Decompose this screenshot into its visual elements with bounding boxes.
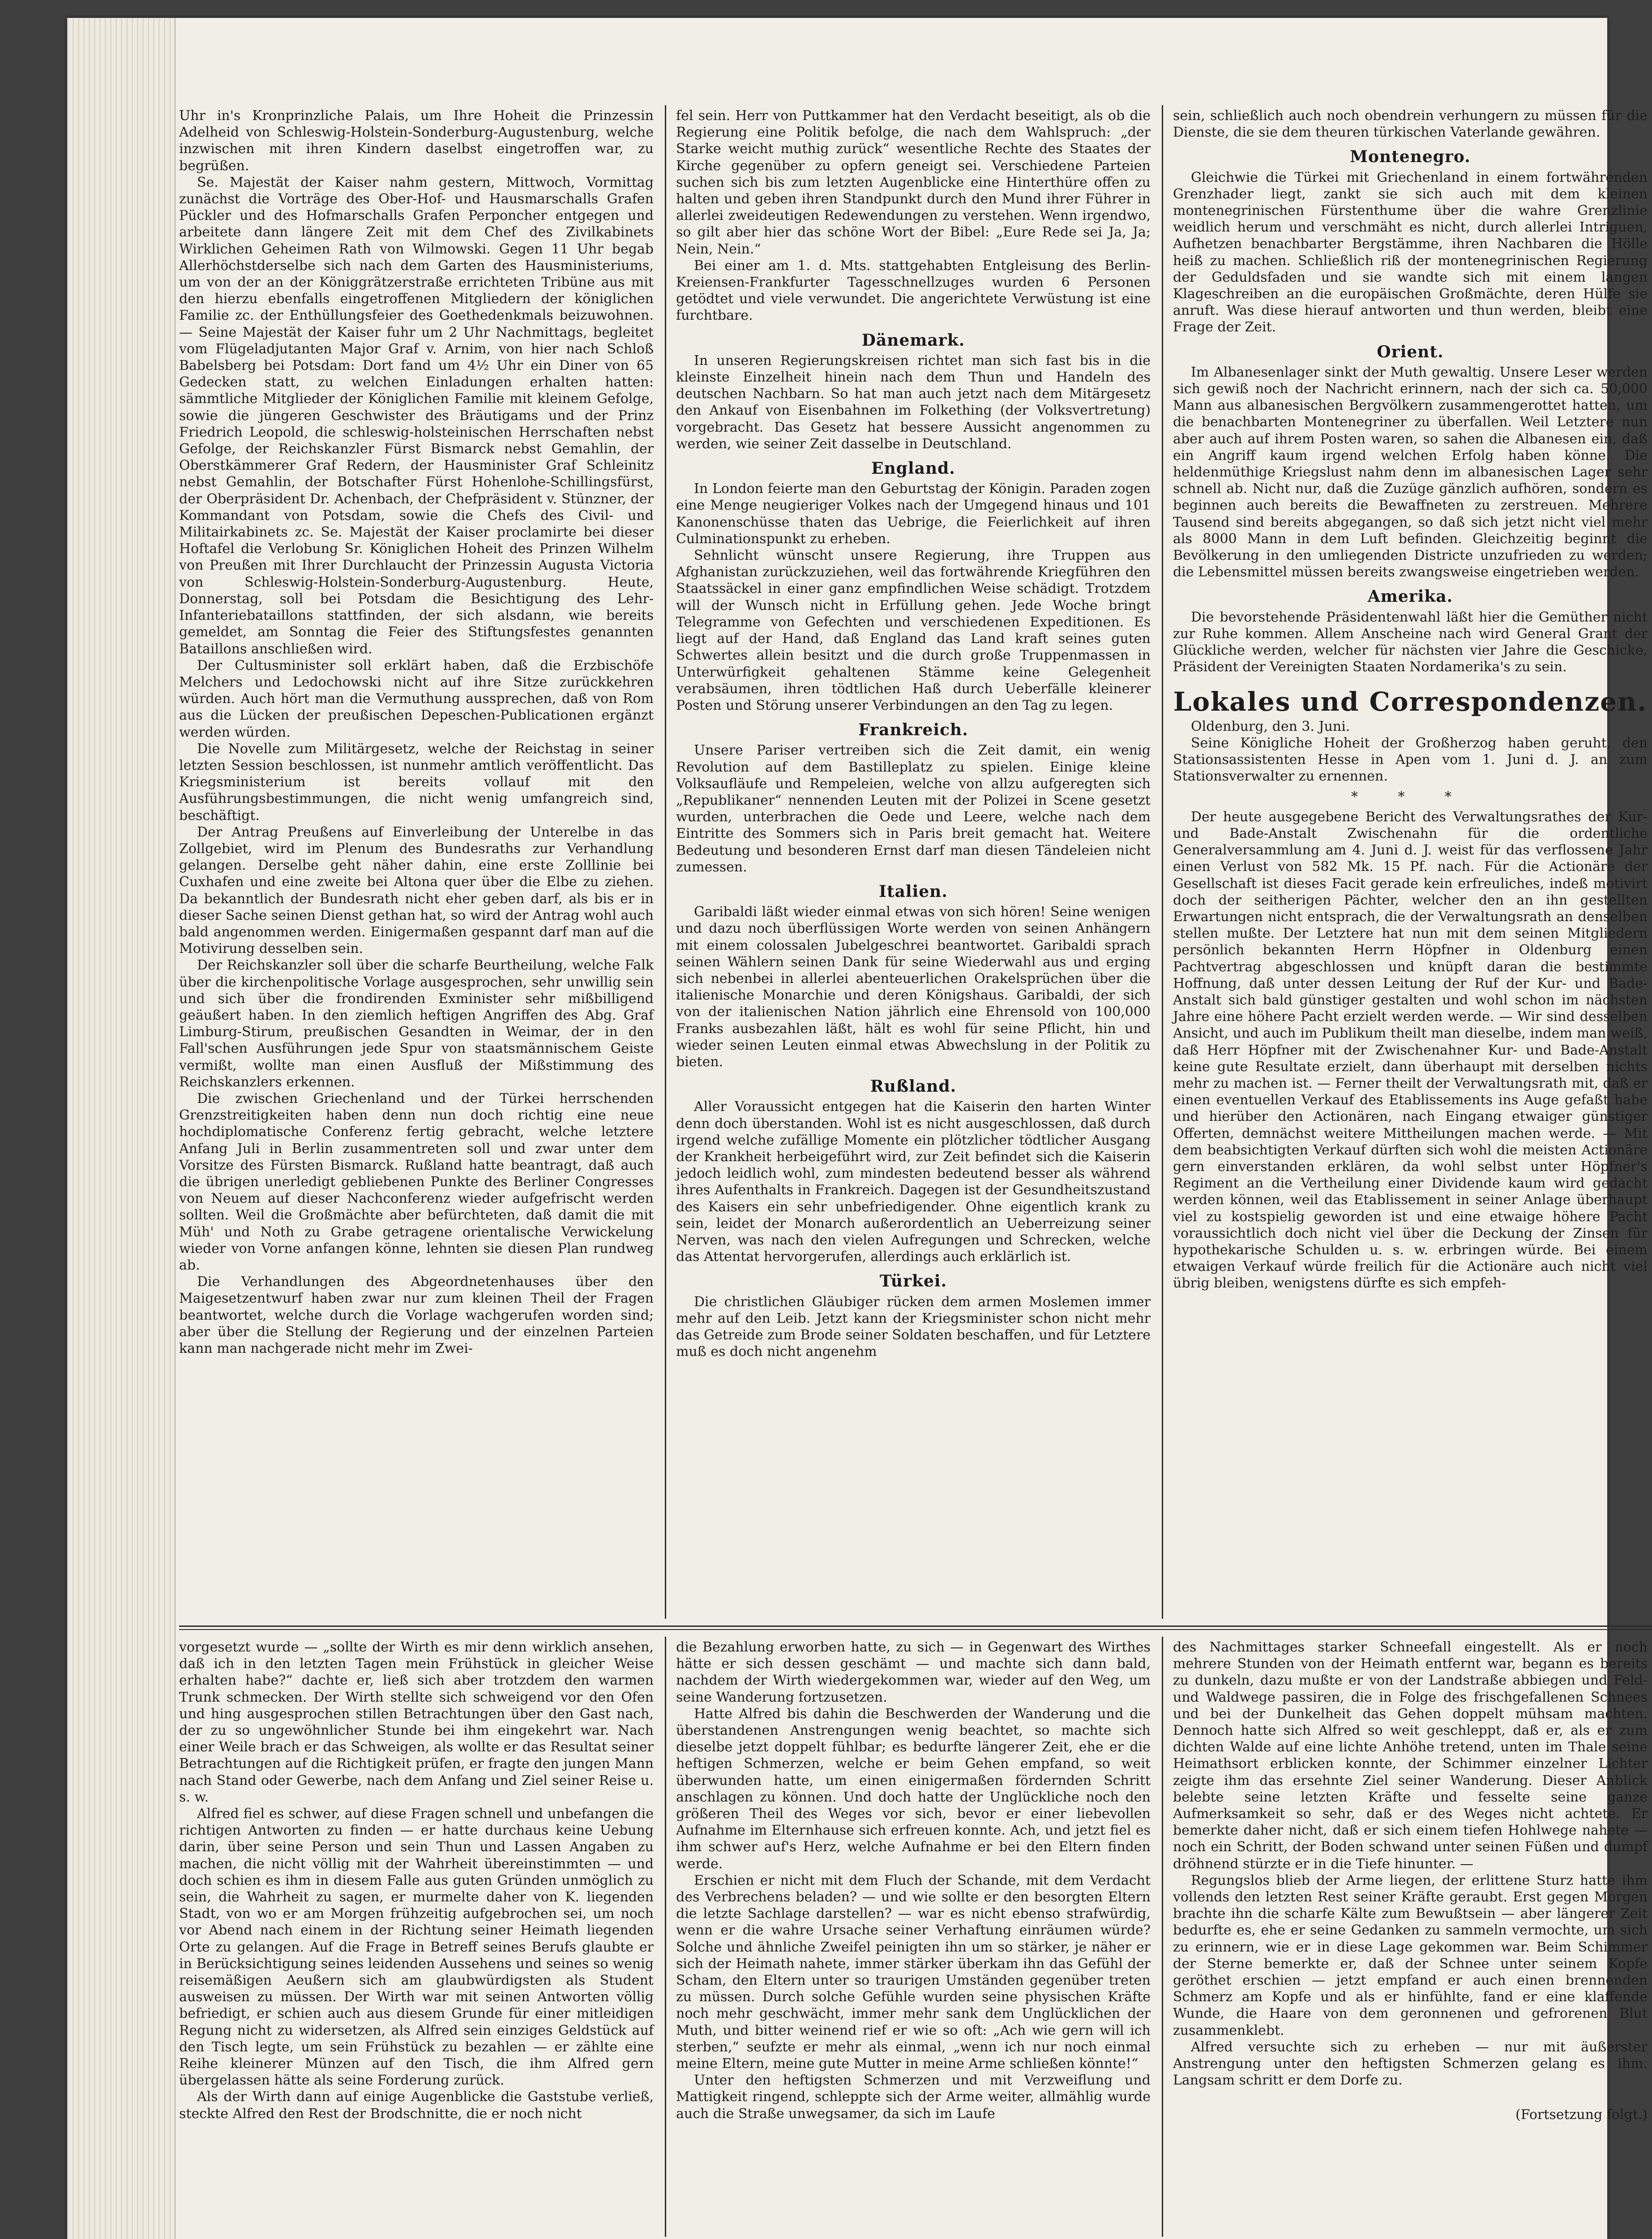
section-heading: Türkei. [879,1272,947,1291]
paragraph: Im Albanesenlager sinkt der Muth gewaltig. Unsere Leser werden sich gewiß noch der Nachricht erinnern, nach der sich ca. 50,000 Mann aus albanesischen Bergvölkern zusammengerottet hatten, um die benachbarten Montenegriner zu überfallen. Weil Letztere nun aber auch auf ihrem Posten waren, so sahen die Albanesen ein, daß ein Angriff kaum irgend welchen Erfolg haben könne. Die heldenmüthige Kriegslust nahm denn im albanesischen Lager sehr schnell ab. Nicht nur, daß die Zuzüge gänzlich aufhören, sondern es beginnen auch bereits die Bewaffneten zu zerstreuen. Mehrere Tausend sind bereits abgegangen, so daß sich jetzt nicht viel mehr als 8000 Mann in dem Luft befinden. Gleichzeitig beginnt die Bevölkerung in den umliegenden Districte unzufrieden zu werden; die Lebensmittel müssen bereits zwangsweise eingetrieben werden. [1173,364,1648,580]
section-heading: Amerika. [1367,587,1453,606]
paragraph: Hatte Alfred bis dahin die Beschwerden der Wanderung und die überstandenen Anstrengungen wenig beachtet, so machte sich dieselbe jetzt doppelt fühlbar; es bedurfte längerer Zeit, ehe er die heftigen Schmerzen, welche er beim Gehen empfand, so weit überwunden hatte, um einen einigermaßen fördernden Schritt anschlagen zu können. Und doch hatte der Unglückliche noch den größeren Theil des Weges vor sich, bevor er einer liebevollen Aufnahme im Elternhause sich erfreuen konnte. Ach, und jetzt fiel es ihm schwer auf's Herz, welche Aufnahme er bei den Eltern finden werde. [676,1706,1151,1872]
paragraph: Der Antrag Preußens auf Einverleibung der Unterelbe in das Zollgebiet, wird im Plenum des Bundesraths zur Verhandlung gelangen. Derselbe geht näher dahin, eine erste Zolllinie bei Cuxhafen und eine zweite bei Altona quer über die Elbe zu ziehen. Da bekanntlich der Bundesrath nicht eher geben darf, als bis er in dieser Sache seinen Dienst gethan hat, so wird der Antrag wohl auch bald angenommen werden. Einigermaßen gespannt darf man auf die Motivirung desselben sein. [179,824,654,957]
paragraph: Die zwischen Griechenland und der Türkei herrschenden Grenzstreitigkeiten haben denn nun doch richtig eine neue hochdiplomatische Conferenz fertig gebracht, welche letztere Anfang Juli in Berlin zusammentreten soll und zwar unter dem Vorsitze des Fürsten Bismarck. Rußland hatte beantragt, daß auch die übrigen unerledigt gebliebenen Punkte des Berliner Congresses von Neuem auf dieser Nachconferenz wieder aufgefrischt werden sollten. Weil die Großmächte aber befürchteten, daß damit die mit Müh' und Noth zu Grabe getragene orientalische Verwickelung wieder von Vorne anfangen könne, lehnten sie diesen Plan rundweg ab. [179,1090,654,1274]
binding-edge [67,18,175,2239]
section-heading: Orient. [1377,342,1444,361]
section-heading: England. [871,459,955,478]
paragraph: Garibaldi läßt wieder einmal etwas von sich hören! Seine wenigen und dazu noch überflüssigen Worte werden von seinen Anhängern mit einem colossalen Jubelgeschrei beantwortet. Garibaldi sprach seinen Wählern seinen Dank für seine Wiederwahl aus und erging sich nebenbei in allerlei abenteuerlichen Orakelsprüchen über die italienische Monarchie und deren Königshaus. Garibaldi, der sich von der italienischen Nation jährlich eine Ehrensold von 100,000 Franks ausbezahlen läßt, hält es wohl für seine Pflicht, hin und wieder seinen Leuten einmal etwas Abwechslung in der Politik zu bieten. [676,904,1151,1070]
paragraph: Sehnlicht wünscht unsere Regierung, ihre Truppen aus Afghanistan zurückzuziehen, weil das fortwährende Kriegführen den Staatssäckel in einer ganz empfindlichen Weise schädigt. Trotzdem will der Wunsch nicht in Erfüllung gehen. Jede Woche bringt Telegramme von Gefechten und verschiedenen Expeditionen. Es liegt auf der Hand, daß England das Land kraft seines guten Schwertes allein besitzt und die durch große Truppenmassen in Unterwürfigkeit gehaltenen Stämme keine Gelegenheit verabsäumen, ihren tödtlichen Haß durch Ueberfälle kleinerer Posten und Störung unserer Verbindungen an den Tag zu legen. [676,548,1151,713]
paragraph: Der Reichskanzler soll über die scharfe Beurtheilung, welche Falk über die kirchenpolitische Vorlage ausgesprochen, sehr unwillig sein und sich über die frondirenden Exminister sehr mißbilligend geäußert haben. In den ziemlich heftigen Angriffen des Abg. Graf Limburg-Stirum, preußischen Gesandten in Weimar, der in den Fall'schen Ausführungen jede Spur von staatsmännischem Geiste vermißt, wollte man einen Ausfluß der Mißstimmung des Reichskanzlers erkennen. [179,957,654,1090]
paragraph: sein, schließlich auch noch obendrein verhungern zu müssen für die Dienste, die sie dem theuren türkischen Vaterlande gewähren. [1173,108,1648,141]
paragraph: Der heute ausgegebene Bericht des Verwaltungsrathes der Kur- und Bade-Anstalt Zwischenahn für die ordentliche Generalversammlung am 4. Juni d. J. weist für das verflossene Jahr einen Verlust von 582 Mk. 15 Pf. nach. Für die Actionäre der Gesellschaft ist dieses Facit gerade kein erfreuliches, indeß motivirt doch der seitherigen Pächter, welcher den an ihn gestellten Erwartungen nicht entsprach, die der Verwaltungsrath an denselben stellen mußte. Der Letztere hat nun mit dem seinen Mitgliedern persönlich bekannten Herrn Höpfner in Oldenburg einen Pachtvertrag abgeschlossen und knüpft daran die bestimmte Hoffnung, daß unter dessen Leitung der Ruf der Kur- und Bade-Anstalt sich bald günstiger gestalten und wohl schon im nächsten Jahre eine höhere Pacht erzielt werden werde. — Wir sind desselben Ansicht, und auch im Publikum theilt man dieselbe, indem man weiß, daß Herr Höpfner mit der Zwischenahner Kur- und Bade-Anstalt keine gute Resultate erzielt, dann überhaupt mit derselben nichts mehr zu machen ist. — Ferner theilt der Verwaltungsrath mit, daß er einen eventuellen Verkauf des Etablissements ins Auge gefaßt habe und hierüber den Actionären, nach Eingang etwaiger günstiger Offerten, demnächst weitere Mittheilungen machen werde. — Mit dem beabsichtigten Verkauf dürften sich wohl die meisten Actionäre gern einverstanden erklären, da wohl selbst unter Höpfner's Regiment an die Vertheilung einer Dividende kaum wird gedacht werden können, weil das Etablissement in seiner Anlage überhaupt viel zu kostspielig geworden ist und eine etwaige höhere Pacht voraussichtlich doch nicht viel über die Deckung der Zinsen für hypothekarische Schulden u. s. w. erbringen würde. Bei einem etwaigen Verkauf würde freilich für die Actionäre auch nicht viel übrig bleiben, wenigstens dürfte es sich empfeh- [1173,809,1648,1291]
paragraph: Die Novelle zum Militärgesetz, welche der Reichstag in seiner letzten Session beschlossen, ist nunmehr amtlich veröffentlicht. Das Kriegsministerium ist bereits vollauf mit den Ausführungsbestimmungen, die nicht wenig umfangreich sind, beschäftigt. [179,741,654,824]
bottom-column-1 [179,1639,654,2235]
column-rule [1162,1637,1163,2237]
top-column-3 [1173,107,1648,1617]
column-rule [665,105,666,1619]
paragraph: Se. Majestät der Kaiser nahm gestern, Mittwoch, Vormittag zunächst die Vorträge des Ober-Hof- und Hausmarschalls Grafen Pückler und des Hofmarschalls Grafen Perponcher entgegen und arbeitete dann längere Zeit mit dem Chef des Zivilkabinets Wirklichen Geheimen Rath von Wilmowski. Gegen 11 Uhr begab Allerhöchstderselbe sich nach dem Garten des Hausministeriums, um von der an der Königgrätzerstraße errichteten Tribüne aus mit den hierzu ebenfalls eingetroffenen Mitgliedern der königlichen Familie zc. der Enthüllungsfeier des Goethedenkmals beizuwohnen. — Seine Majestät der Kaiser fuhr um 2 Uhr Nachmittags, begleitet vom Flügeladjutanten Major Graf v. Arnim, von hier nach Schloß Babelsberg bei Potsdam: Dort fand um 4½ Uhr ein Diner von 65 Gedecken statt, zu welchen Einladungen erhalten hatten: sämmtliche Mitglieder der Königlichen Familie mit kleinem Gefolge, sowie die jüngeren Geschwister des Bräutigams und der Prinz Friedrich Leopold, die schleswig-holsteinischen Herrschaften nebst Gefolge, der Reichskanzler Fürst Bismarck nebst Gemahlin, der Oberstkämmerer Graf Redern, der Hausminister Graf Schleinitz nebst Gemahlin, der Botschafter Fürst Hohenlohe-Schillingsfürst, der Oberpräsident Dr. Achenbach, der Chefpräsident v. Stünzner, der Kommandant von Potsdam, sowie die Chefs des Civil- und Militairkabinets zc. Se. Majestät der Kaiser proclamirte bei dieser Hoftafel die Verlobung Sr. Königlichen Hoheit des Prinzen Wilhelm von Preußen mit Ihrer Durchlaucht der Prinzessin Augusta Victoria von Schleswig-Holstein-Sonderburg-Augustenburg. Heute, Donnerstag, soll bei Potsdam die Besichtigung des Lehr-Infanteriebataillons stattfinden, der sich alsdann, wie bereits gemeldet, am Sonntag die Feier des Stiftungsfestes genannten Bataillons anschließen wird. [179,174,654,657]
paragraph: Uhr in's Kronprinzliche Palais, um Ihre Hoheit die Prinzessin Adelheid von Schleswig-Holstein-Sonderburg-Augustenburg, welche inzwischen mit ihren Kindern daselbst eingetroffen war, zu begrüßen. [179,108,654,174]
paragraph: In unseren Regierungskreisen richtet man sich fast bis in die kleinste Einzelheit hinein nach dem Thun und Handeln des deutschen Nachbarn. So hat man auch jetzt nach dem Mitärgesetz den Ankauf von Eisenbahnen im Folkething (der Volksvertretung) vorgebracht. Das Gesetz hat bessere Aussicht angenommen zu werden, wie seiner Zeit dasselbe in Deutschland. [676,352,1151,452]
paragraph: vorgesetzt wurde — „sollte der Wirth es mir denn wirklich ansehen, daß ich in den letzten Tagen mein Frühstück in gleicher Weise erhalten habe?“ dachte er, ließ sich aber trotzdem den warmen Trunk schmecken. Der Wirth stellte sich schweigend vor den Ofen und hing ausgesprochen stillen Betrachtungen über den Gast nach, der zu so ungewöhnlicher Stunde bei ihm eingekehrt war. Nach einer Weile brach er das Schweigen, als wollte er das Resultat seiner Betrachtungen auf die Richtigkeit prüfen, er fragte den jungen Mann nach Stand oder Gewerbe, nach dem Anfang und Ziel seiner Reise u. s. w. [179,1639,654,1805]
section-heading: Dänemark. [861,330,965,350]
feuilleton-rule-2 [179,1629,1652,1630]
paragraph: Oldenburg, den 3. Juni. [1191,718,1350,734]
bottom-column-2 [676,1639,1151,2235]
paragraph: Die Verhandlungen des Abgeordnetenhauses über den Maigesetzentwurf haben zwar nur zum kleinen Theil der Fragen beantwortet, welche durch die Vorlage wachgerufen worden sind; aber über die Stellung der Regierung und der einzelnen Parteien kann man nachgerade nicht mehr im Zwei- [179,1274,654,1357]
paragraph: Unsere Pariser vertreiben sich die Zeit damit, ein wenig Revolution auf dem Bastilleplatz zu spielen. Einige kleine Volksaufläufe und Rempeleien, welche von allzu aufgeregten sich „Republikaner“ nennenden Leuten mit der Polizei in Scene gesetzt wurden, unterbrachen die Oede und Leere, welche nach dem Eintritte des Sommers sich in Paris breit gemacht hat. Weitere Bedeutung und besonderen Ernst darf man diesen Tändeleien nicht zumessen. [676,742,1151,875]
top-column-1 [179,107,654,1617]
paragraph: Unter den heftigsten Schmerzen und mit Verzweiflung und Mattigkeit ringend, schleppte sich der Arme weiter, allmählig wurde auch die Straße unwegsamer, da sich im Laufe [676,2072,1151,2122]
paragraph: Alfred versuchte sich zu erheben — nur mit äußerster Anstrengung unter den heftigsten Schmerzen gelang es ihm. Langsam schritt er dem Dorfe zu. [1173,2039,1648,2089]
section-heading: Montenegro. [1350,147,1471,167]
paragraph: Erschien er nicht mit dem Fluch der Schande, mit dem Verdacht des Verbrechens beladen? — und wie sollte er den besorgten Eltern die letzte Sachlage darstellen? — war es nicht ebenso strafwürdig, wenn er die wahre Ursache seiner Verhaftung einräumen würde? Solche und ähnliche Zweifel peinigten ihn um so stärker, je näher er sich der Heimath nahete, immer stärker überkam ihn das Gefühl der Scham, den Eltern unter so traurigen Umständen gegenüber treten zu müssen. Durch solche Gefühle wurden seine physischen Kräfte noch mehr geschwächt, immer mehr sank dem Unglücklichen der Muth, und bitter weinend rief er wie so oft: „Ach wie gern will ich sterben,“ seufzte er mehr als einmal, „wenn ich nur noch einmal meine Eltern, meine gute Mutter in meine Arme schließen könnte!“ [676,1872,1151,2072]
bottom-column-3 [1173,1639,1648,2235]
separator-stars: * * * [1351,789,1470,805]
section-heading: Rußland. [870,1077,957,1096]
paragraph: Regungslos blieb der Arme liegen, der erlittene Sturz hatte ihm vollends den letzten Rest seiner Kräfte geraubt. Erst gegen Morgen brachte ihn die scharfe Kälte zum Bewußtsein — aber längerer Zeit bedurfte es, ehe er seine Gedanken zu sammeln vermochte, um sich zu erinnern, wie er in diese Lage gekommen war. Beim Schimmer der Sterne bemerkte er, daß der Schnee unter seinem Kopfe geröthet erschien — jetzt empfand er auch einen brennenden Schmerz am Kopfe und als er hinfühlte, fand er eine klaffende Wunde, die Haare von dem geronnenen und gefrorenen Blut zusammenklebt. [1173,1872,1648,2038]
feuilleton-rule [179,1626,1652,1627]
section-heading: Italien. [879,882,948,901]
paragraph: des Nachmittages starker Schneefall eingestellt. Als er noch mehrere Stunden von der Heimath entfernt war, begann es bereits zu dunkeln, dazu mußte er von der Landstraße abbiegen und Feld- und Waldwege passiren, die in Folge des frischgefallenen Schnees und bei der Dunkelheit das Gehen doppelt mühsam machten. Dennoch hatte sich Alfred so weit geschleppt, daß er, als er zum dichten Walde auf eine lichte Anhöhe tretend, unten im Thale seine Heimathsort erblicken konnte, der Schimmer einzelner Lichter zeigte ihm das ersehnte Ziel seiner Wanderung. Dieser Anblick belebte seine letzten Kräfte und fesselte seine ganze Aufmerksamkeit so sehr, daß er des Weges nicht achtete. Er bemerkte daher nicht, daß er sich einem tiefen Hohlwege nahete — noch ein Schritt, der Boden schwand unter seinen Füßen und dumpf dröhnend stürzte er in die Tiefe hinunter. — [1173,1639,1648,1872]
paragraph: Die christlichen Gläubiger rücken dem armen Moslemen immer mehr auf den Leib. Jetzt kann der Kriegsminister schon nicht mehr das Getreide zum Brode seiner Soldaten beschaffen, und für Letztere muß es doch nicht angenehm [676,1294,1151,1360]
paragraph: Seine Königliche Hoheit der Großherzog haben geruht, den Stationsassistenten Hesse in Apen vom 1. Juni d. J. an zum Stationsverwalter zu ernennen. [1173,735,1648,785]
paragraph: die Bezahlung erworben hatte, zu sich — in Gegenwart des Wirthes hätte er sich dessen geschämt — und machte sich dann bald, nachdem der Wirth wiedergekommen war, wieder auf den Weg, um seine Wanderung fortzusetzen. [676,1639,1151,1705]
paragraph: In London feierte man den Geburtstag der Königin. Paraden zogen eine Menge neugieriger Volkes nach der Umgegend hinaus und 101 Kanonenschüsse thaten das Uebrige, die Feierlichkeit auf ihren Culminationspunkt zu erheben. [676,481,1151,547]
paragraph: Aller Voraussicht entgegen hat die Kaiserin den harten Winter denn doch überstanden. Wohl ist es nicht ausgeschlossen, daß durch irgend welche zufällige Momente ein plötzlicher tödtlicher Ausgang der Krankheit herbeigeführt wird, zur Zeit befindet sich die Kaiserin jedoch leidlich wohl, zum mindesten bedeutend besser als während ihres Aufenthalts in Frankreich. Dagegen ist der Gesundheitszustand des Kaisers ein sehr unbefriedigender. Ohne eigentlich krank zu sein, leidet der Monarch außerordentlich an Ueberreizung seiner Nerven, was nach den vielen Aufregungen und Schrecken, welche das Attentat hervorgerufen, allerdings auch erklärlich ist. [676,1099,1151,1265]
paragraph: Bei einer am 1. d. Mts. stattgehabten Entgleisung des Berlin-Kreiensen-Frankfurter Tagesschnellzuges wurden 6 Personen getödtet und viele verwundet. Die angerichtete Verwüstung ist eine furchtbare. [676,257,1151,324]
continuation-note: (Fortsetzung folgt.) [1515,2107,1648,2123]
paragraph: Der Cultusminister soll erklärt haben, daß die Erzbischöfe Melchers und Ledochowski nicht auf ihre Sitze zurückkehren würden. Auch hört man die Vermuthung aussprechen, daß von Rom aus die Lücken der preußischen Depeschen-Publicationen ergänzt werden würden. [179,657,654,740]
paragraph: Alfred fiel es schwer, auf diese Fragen schnell und unbefangen die richtigen Antworten zu finden — er hatte durchaus keine Uebung darin, über seine Person und sein Thun und Lassen Angaben zu machen, die nicht völlig mit der Wahrheit übereinstimmten — und doch schien es ihm in diesem Falle aus guten Gründen unmöglich zu sein, die Wahrheit zu sagen, er murmelte daher von K. liegenden Stadt, von wo er am Morgen frühzeitig aufgebrochen sei, um noch vor Abend nach einem in der Richtung seiner Heimath liegenden Orte zu gelangen. Auf die Frage in Betreff seines Berufs glaubte er in Berücksichtigung seines leidenden Aussehens und seines so wenig reisemäßigen Aeußern sich am glaubwürdigsten als Student ausweisen zu müssen. Der Wirth war mit seinen Antworten völlig befriedigt, er schien auch aus diesem Grunde für einer mitleidigen Regung nicht zu widersetzen, als Alfred sein einziges Geldstück auf den Tisch legte, um sein Frühstück zu bezahlen — er zählte eine Reihe kleinerer Münzen auf den Tisch, die ihm Alfred gern übergelassen hätte als seine Forderung zurück. [179,1806,654,2089]
paragraph: fel sein. Herr von Puttkammer hat den Verdacht beseitigt, als ob die Regierung eine Politik befolge, die nach dem Wahlspruch: „der Starke weicht muthig zurück“ wesentliche Rechte des Staates der Kirche gegenüber zu opfern geneigt sei. Verschiedene Parteien suchen sich bis zum letzten Augenblicke eine Hinterthüre offen zu halten und geben ihren Standpunkt durch den Mund ihrer Führer in allerlei zweideutigen Redewendungen zu verstehen. Wenn irgendwo, so gilt aber hier das schöne Wort der Bibel: „Eure Rede sei Ja, Ja; Nein, Nein.“ [676,108,1151,257]
paragraph: Die bevorstehende Präsidentenwahl läßt hier die Gemüther nicht zur Ruhe kommen. Allem Anscheine nach wird General Grant der Glückliche werden, welcher für nächsten vier Jahre die Geschicke, Präsident der Vereinigten Staaten Nordamerika's zu sein. [1173,609,1648,675]
top-column-2 [676,107,1151,1617]
column-rule [1162,105,1163,1619]
newspaper-page [67,18,1648,2239]
section-heading: Frankreich. [858,721,968,740]
section-title: Lokales und Correspondenzen. [1173,686,1648,717]
column-rule [665,1637,666,2237]
paragraph: Als der Wirth dann auf einige Augenblicke die Gaststube verließ, steckte Alfred den Rest der Brodschnitte, die er noch nicht [179,2089,654,2122]
paragraph: Gleichwie die Türkei mit Griechenland in einem fortwährenden Grenzhader liegt, zankt sie sich auch mit dem kleinen montenegrinischen Fürstenthume über die wahre Grenzlinie weidlich herum und verschmäht es nicht, durch allerlei Intriguen, Aufhetzen benachbarter Bergstämme, ihren Nachbaren die Hölle heiß zu machen. Schließlich riß der montenegrinischen Regierung der Geduldsfaden und sie wandte sich mit einem langen Klageschreiben an die europäischen Großmächte, deren Hülfe sie anruft. Was diese hierauf antworten und thun werden, bleibt eine Frage der Zeit. [1173,169,1648,335]
